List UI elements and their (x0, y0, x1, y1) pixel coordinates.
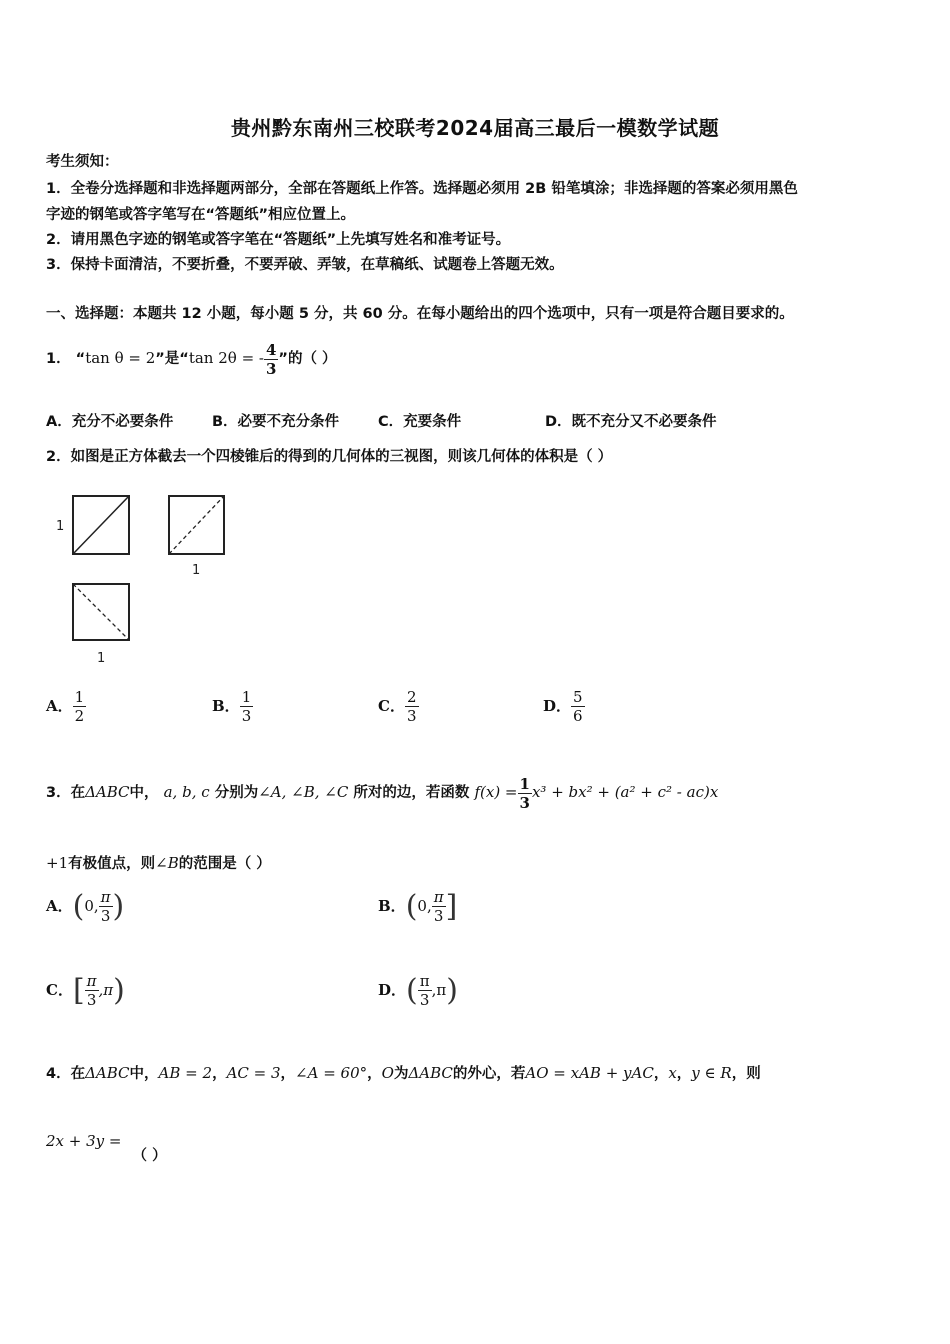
q3-part-4: 所对的边，若函数 (353, 785, 470, 801)
q1-frac-numerator: 4 (265, 340, 277, 359)
q3-option-d-denominator: 3 (419, 991, 430, 1009)
q2-option-c (378, 688, 419, 725)
q2-option-d (543, 688, 585, 725)
notice-line-3: 3．保持卡面清洁，不要折叠，不要弄破、弄皱，在草稿纸、试题卷上答题无效。 (46, 257, 564, 273)
q3-option-b-fraction (432, 888, 446, 925)
q4-comma-4: ， (653, 1066, 669, 1082)
question-1 (46, 338, 337, 379)
q4-ac: AC = 3 (226, 1064, 281, 1082)
q3-option-b-label: B． (378, 897, 406, 915)
q3-option-d (378, 972, 458, 1009)
q4-ab: AB = 2 (158, 1064, 213, 1082)
q3-option-a-close-paren: ) (112, 889, 125, 924)
q3-option-b-left: 0, (417, 897, 432, 915)
q3-option-b-open-paren: ( (405, 889, 418, 924)
q3-option-c (46, 972, 125, 1009)
q3-part-1: 3．在 (46, 785, 86, 801)
q4-triangle-2: ΔABC (408, 1064, 453, 1082)
q3-function-fraction (518, 775, 532, 812)
q3-option-b-numerator: π (433, 888, 444, 906)
q3-part-3: 分别为 (214, 785, 259, 801)
q1-tail: ”的（ ） (278, 351, 337, 367)
q3-option-a-fraction (99, 888, 113, 925)
q4-comma-5: ， (676, 1066, 692, 1082)
q4-triangle: ΔABC (85, 1064, 130, 1082)
q4-part-3: 为 (393, 1066, 409, 1082)
q3-function-left: f(x) = (474, 783, 518, 801)
q2-option-c-fraction (405, 688, 419, 725)
q4-line-2 (46, 1130, 167, 1164)
q3-option-c-fraction (85, 972, 99, 1009)
section-heading: 一、选择题：本题共 12 小题，每小题 5 分，共 60 分。在每小题给出的四个选项中，只有一项是符合题目要求的。 (46, 306, 794, 322)
q2-option-d-fraction (571, 688, 585, 725)
q2-option-b-label: B． (212, 697, 240, 715)
question-4 (46, 1062, 761, 1083)
q1-option-d: D．既不充分又不必要条件 (545, 414, 717, 430)
top-view-dashed-diagonal (73, 584, 129, 640)
q2-option-d-denominator: 6 (573, 707, 583, 725)
q4-x: x (668, 1064, 677, 1082)
q3-function-right: x³ + bx² + (a² + c² - ac)x (531, 783, 719, 801)
q1-mid: ”是“ (155, 351, 189, 367)
q3-option-d-fraction (418, 972, 432, 1009)
q1-option-b: B．必要不充分条件 (212, 414, 340, 430)
q4-vector-equation: AO = xAB + yAC (525, 1064, 654, 1082)
q3-option-a-denominator: 3 (100, 907, 111, 925)
notice-line-1a: 1．全卷分选择题和非选择题两部分，全部在答题纸上作答。选择题必须用 2B 铅笔填涂；非选择题的答案必须用黑色 (46, 181, 798, 197)
front-view (56, 496, 129, 554)
q2-option-a-label: A． (46, 697, 73, 715)
question-3 (46, 772, 718, 813)
q4-angle: ∠A = 60° (295, 1064, 368, 1082)
q2-option-d-numerator: 5 (573, 688, 583, 706)
q3-option-a (46, 888, 124, 925)
q4-y-in-r: y ∈ R (691, 1064, 732, 1082)
q2-option-c-label: C． (378, 697, 405, 715)
q3-option-c-numerator: π (86, 972, 97, 990)
notice-heading: 考生须知： (46, 154, 119, 170)
question-2: 2．如图是正方体截去一个四棱锥后的得到的几何体的三视图，则该几何体的体积是（ ） (46, 449, 613, 465)
q1-number: 1． (46, 351, 71, 367)
q2-option-b-numerator: 1 (241, 688, 252, 706)
three-view-figure (40, 485, 260, 675)
q2-option-a-fraction (73, 688, 87, 725)
q3-angles: ∠A, ∠B, ∠C (258, 783, 349, 801)
q3-option-d-right: ,π (431, 981, 447, 999)
q2-option-a-numerator: 1 (74, 688, 85, 706)
top-view-square (73, 584, 129, 640)
front-view-diagonal (73, 496, 129, 554)
q4-comma-2: ， (280, 1066, 296, 1082)
notice-line-1b: 字迹的钢笔或答字笔写在“答题纸”相应位置上。 (46, 207, 356, 223)
q3-option-b-close-bracket: ] (445, 889, 458, 924)
q1-option-a: A．充分不必要条件 (46, 414, 174, 430)
q3-option-d-open-paren: ( (406, 973, 418, 1008)
q3-option-d-label: D． (378, 981, 407, 999)
page-title: 贵州黔东南州三校联考2024届高三最后一模数学试题 (230, 116, 720, 140)
q1-expr-left: tan 2θ = - (188, 349, 264, 367)
q3-frac-denominator: 3 (519, 793, 530, 812)
q2-option-d-label: D． (543, 697, 572, 715)
q3-option-c-open-bracket: [ (72, 973, 85, 1008)
q3-angle-b: ∠B (155, 854, 179, 872)
q1-open-quote: “ (75, 351, 86, 367)
q3-option-c-label: C． (46, 981, 73, 999)
q3-option-d-numerator: π (419, 972, 430, 990)
q3-option-a-open-paren: ( (72, 889, 85, 924)
q1-frac-denominator: 3 (265, 359, 277, 378)
q4-expression: 2x + 3y = (46, 1132, 122, 1150)
q3-part-2: 中， (129, 785, 159, 801)
q3-line2-text: 有极值点，则 (68, 856, 156, 872)
q2-option-a-denominator: 2 (74, 707, 85, 725)
front-view-label: 1 (56, 519, 65, 534)
q4-comma-1: ， (212, 1066, 227, 1082)
q2-option-c-numerator: 2 (406, 688, 417, 706)
side-view-label: 1 (192, 563, 201, 578)
q3-option-c-close-paren: ) (113, 973, 125, 1008)
q3-option-b-denominator: 3 (433, 907, 444, 925)
top-view (73, 584, 129, 666)
side-view-dashed-diagonal (169, 496, 224, 554)
q3-option-c-right: ,π (98, 981, 114, 999)
q1-fraction (264, 341, 278, 378)
q4-o: O (381, 1064, 394, 1082)
q4-part-5: ，则 (731, 1066, 761, 1082)
notice-line-2: 2．请用黑色字迹的钢笔或答字笔在“答题纸”上先填写姓名和准考证号。 (46, 232, 511, 248)
q3-option-b (378, 888, 457, 925)
q2-option-b-denominator: 3 (241, 707, 252, 725)
q1-option-c: C．充要条件 (378, 414, 462, 430)
side-view-square (169, 496, 224, 554)
q4-part-4: 的外心，若 (452, 1066, 526, 1082)
q3-option-a-numerator: π (100, 888, 111, 906)
q2-option-b (212, 688, 253, 725)
q3-option-c-denominator: 3 (86, 991, 97, 1009)
top-view-label: 1 (97, 651, 106, 666)
q3-option-a-label: A． (46, 897, 73, 915)
q2-option-a (46, 688, 86, 725)
q3-frac-numerator: 1 (519, 774, 530, 793)
q4-part-1: 4．在 (46, 1066, 86, 1082)
q2-option-c-denominator: 3 (406, 707, 417, 725)
q3-plus-one: +1 (46, 854, 69, 872)
q3-triangle: ΔABC (85, 783, 130, 801)
q4-comma-3: ， (367, 1066, 382, 1082)
q3-option-a-left: 0, (84, 897, 99, 915)
q3-sides: a, b, c (163, 783, 210, 801)
q4-part-2: 中， (129, 1066, 159, 1082)
q3-option-d-close-paren: ) (446, 973, 458, 1008)
q3-line-2 (46, 852, 271, 873)
q2-option-b-fraction (240, 688, 254, 725)
q3-line2-tail: 的范围是（ ） (178, 856, 271, 872)
side-view (169, 496, 224, 578)
q4-tail: （ ） (132, 1148, 167, 1164)
q1-condition: tan θ = 2 (85, 349, 156, 367)
